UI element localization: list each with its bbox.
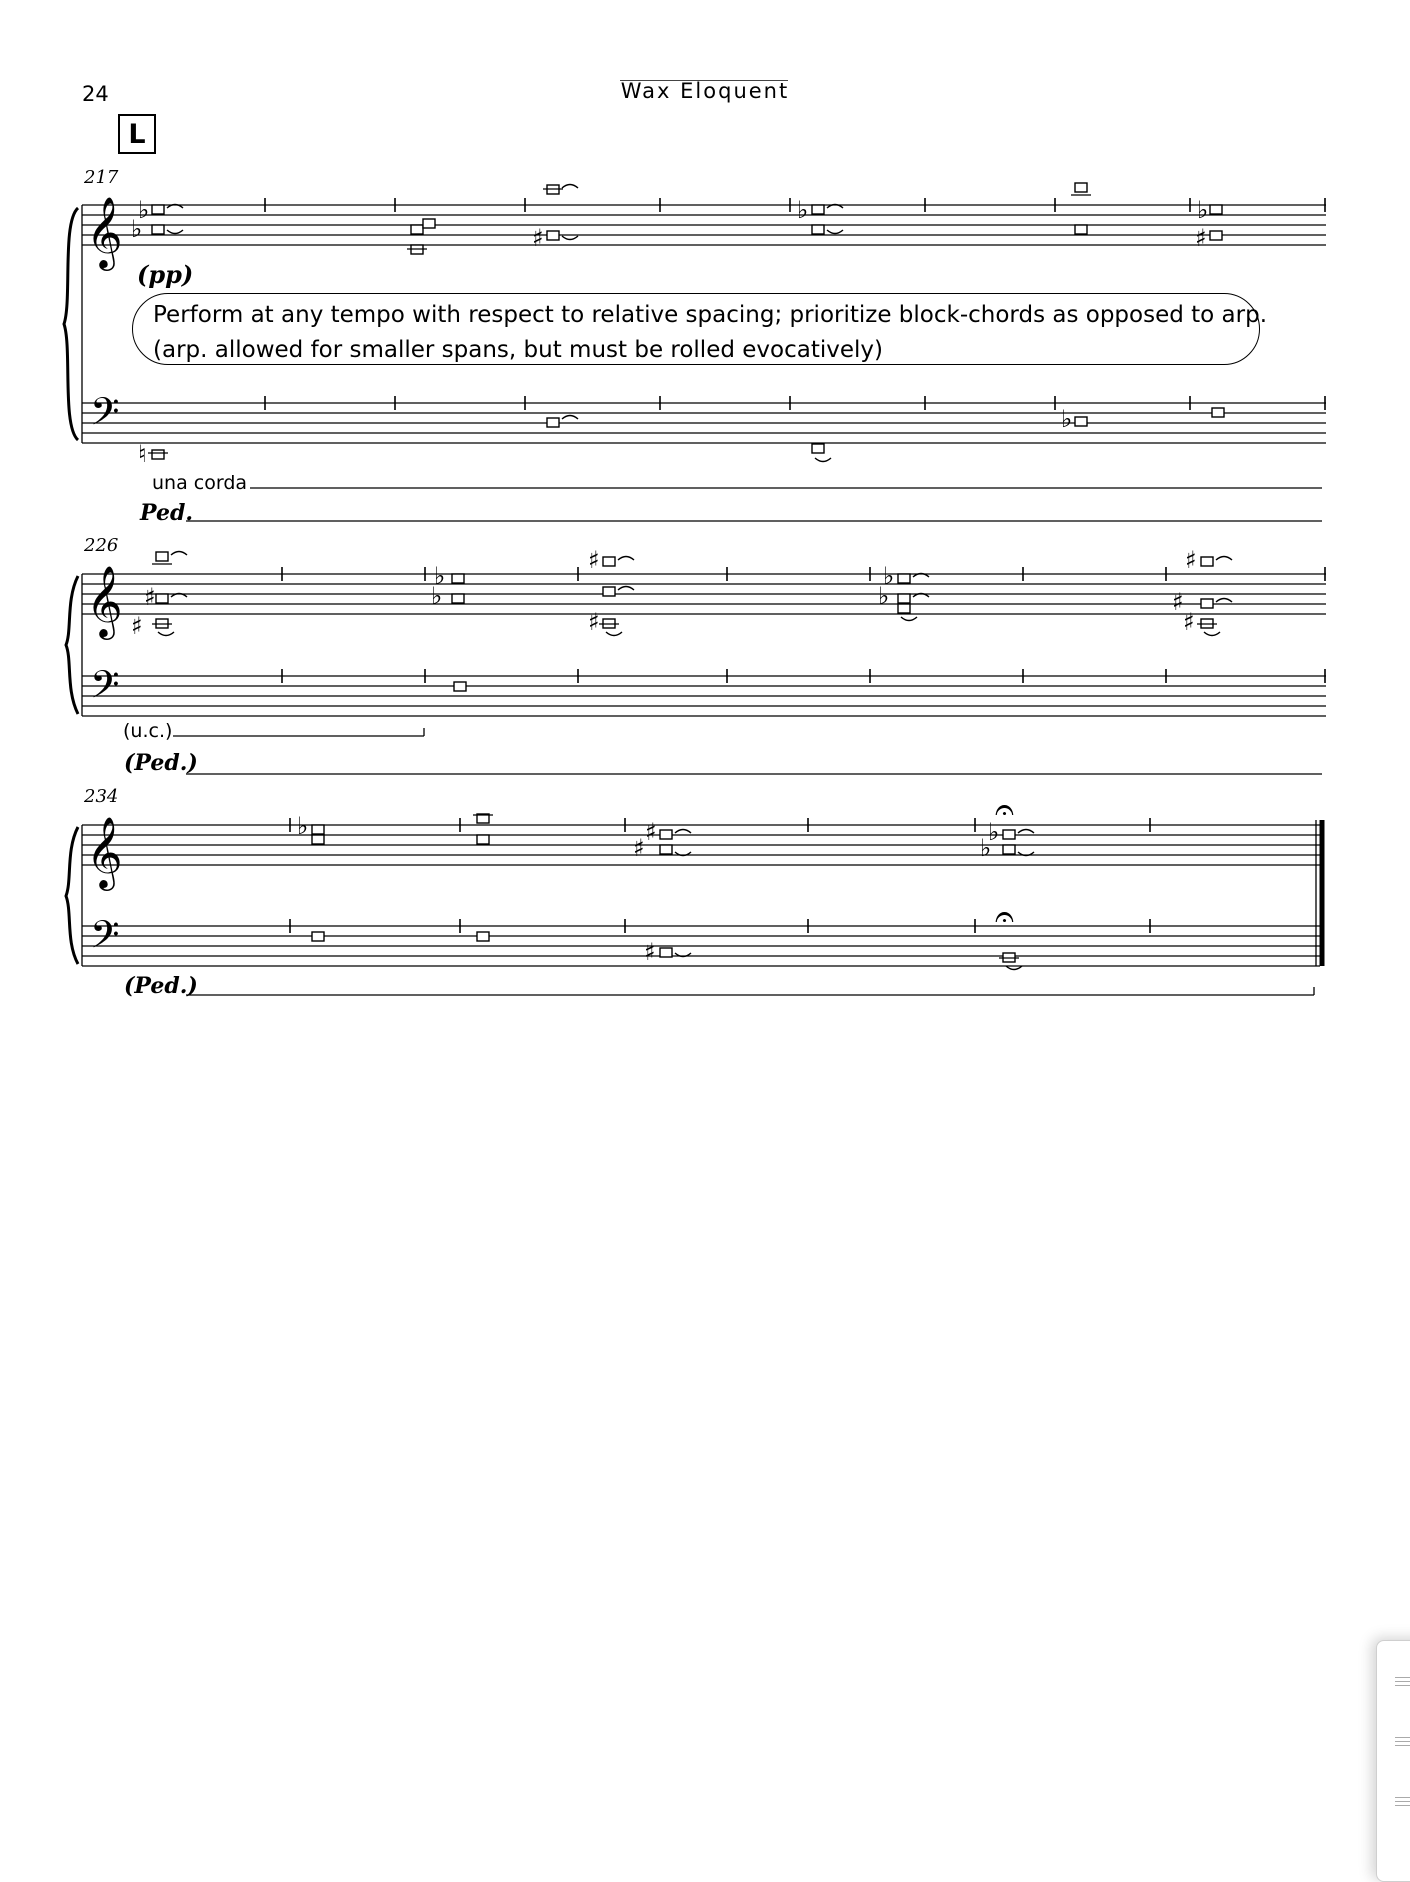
bass-clef-2: 𝄢 <box>90 662 120 716</box>
svg-text:♯: ♯ <box>1172 588 1184 616</box>
una-corda-continued-label: (u.c.) <box>123 720 173 742</box>
bass-clef-1: 𝄢 <box>90 389 120 443</box>
svg-text:♭: ♭ <box>138 196 150 224</box>
svg-text:♮: ♮ <box>138 440 147 468</box>
una-corda-label: una corda <box>152 472 248 494</box>
svg-text:♭: ♭ <box>131 215 143 243</box>
page-number: 24 <box>82 82 109 106</box>
svg-text:♯: ♯ <box>131 612 143 640</box>
svg-text:♯: ♯ <box>588 546 600 574</box>
svg-text:♯: ♯ <box>532 224 544 252</box>
system-2-brace <box>66 576 78 714</box>
system-1-treble-staff <box>82 205 1326 245</box>
svg-text:♯: ♯ <box>144 583 156 611</box>
pedal-continued-label-3: (Ped.) <box>124 973 198 999</box>
dynamic-marking: (pp) <box>137 260 194 289</box>
system-1-bass-staff <box>82 403 1326 443</box>
svg-text:♭: ♭ <box>434 562 446 590</box>
instruction-line-2: (arp. allowed for smaller spans, but must be rolled evocatively) <box>153 337 883 363</box>
measure-number-217: 217 <box>84 167 119 188</box>
treble-clef-3: 𝄞 <box>86 815 123 888</box>
rehearsal-mark: L <box>118 114 156 154</box>
measure-number-226: 226 <box>84 535 119 556</box>
pedal-continued-label-2: (Ped.) <box>124 750 198 776</box>
svg-text:♯: ♯ <box>645 818 657 846</box>
page-thumbnail-icon[interactable] <box>1387 1731 1410 1761</box>
svg-text:♭: ♭ <box>988 818 1000 846</box>
page-thumbnail-icon[interactable] <box>1387 1671 1410 1701</box>
instruction-line-1: Perform at any tempo with respect to relative spacing; prioritize block-chords as opposed to arp. <box>153 302 1268 328</box>
svg-text:♯: ♯ <box>633 834 645 862</box>
piece-title: Wax Eloquent <box>620 79 790 103</box>
fermata-icon: 𝄐 <box>995 790 1014 830</box>
svg-text:♯: ♯ <box>644 938 656 966</box>
svg-text:♯: ♯ <box>1183 608 1195 636</box>
measure-number-234: 234 <box>84 786 119 807</box>
svg-text:♯: ♯ <box>1195 224 1207 252</box>
pedal-label: Ped. <box>140 500 193 526</box>
svg-text:♭: ♭ <box>1061 405 1073 433</box>
ties <box>158 185 1232 970</box>
fermatas <box>995 790 1014 937</box>
svg-text:♭: ♭ <box>878 582 890 610</box>
svg-text:♭: ♭ <box>883 562 895 590</box>
fermata-icon: 𝄐 <box>995 897 1014 937</box>
treble-clef-2: 𝄞 <box>86 564 123 637</box>
system-3-brace <box>66 827 78 964</box>
svg-text:♭: ♭ <box>297 812 309 840</box>
svg-text:♭: ♭ <box>797 196 809 224</box>
page-thumbnail-panel[interactable] <box>1376 1640 1410 1882</box>
svg-text:♭: ♭ <box>431 582 443 610</box>
bass-clef-3: 𝄢 <box>90 912 120 966</box>
system-1-brace <box>64 208 78 440</box>
svg-text:♭: ♭ <box>980 834 992 862</box>
treble-clef-1: 𝄞 <box>86 195 123 268</box>
system-2-bass-staff <box>82 676 1326 716</box>
svg-text:♭: ♭ <box>1197 196 1209 224</box>
svg-text:♯: ♯ <box>1185 546 1197 574</box>
page-thumbnail-icon[interactable] <box>1387 1791 1410 1821</box>
svg-text:♯: ♯ <box>588 608 600 636</box>
system-2-treble-staff <box>82 574 1326 614</box>
system-3-bass-staff <box>82 926 1320 966</box>
system-3-treble-staff <box>82 825 1320 865</box>
